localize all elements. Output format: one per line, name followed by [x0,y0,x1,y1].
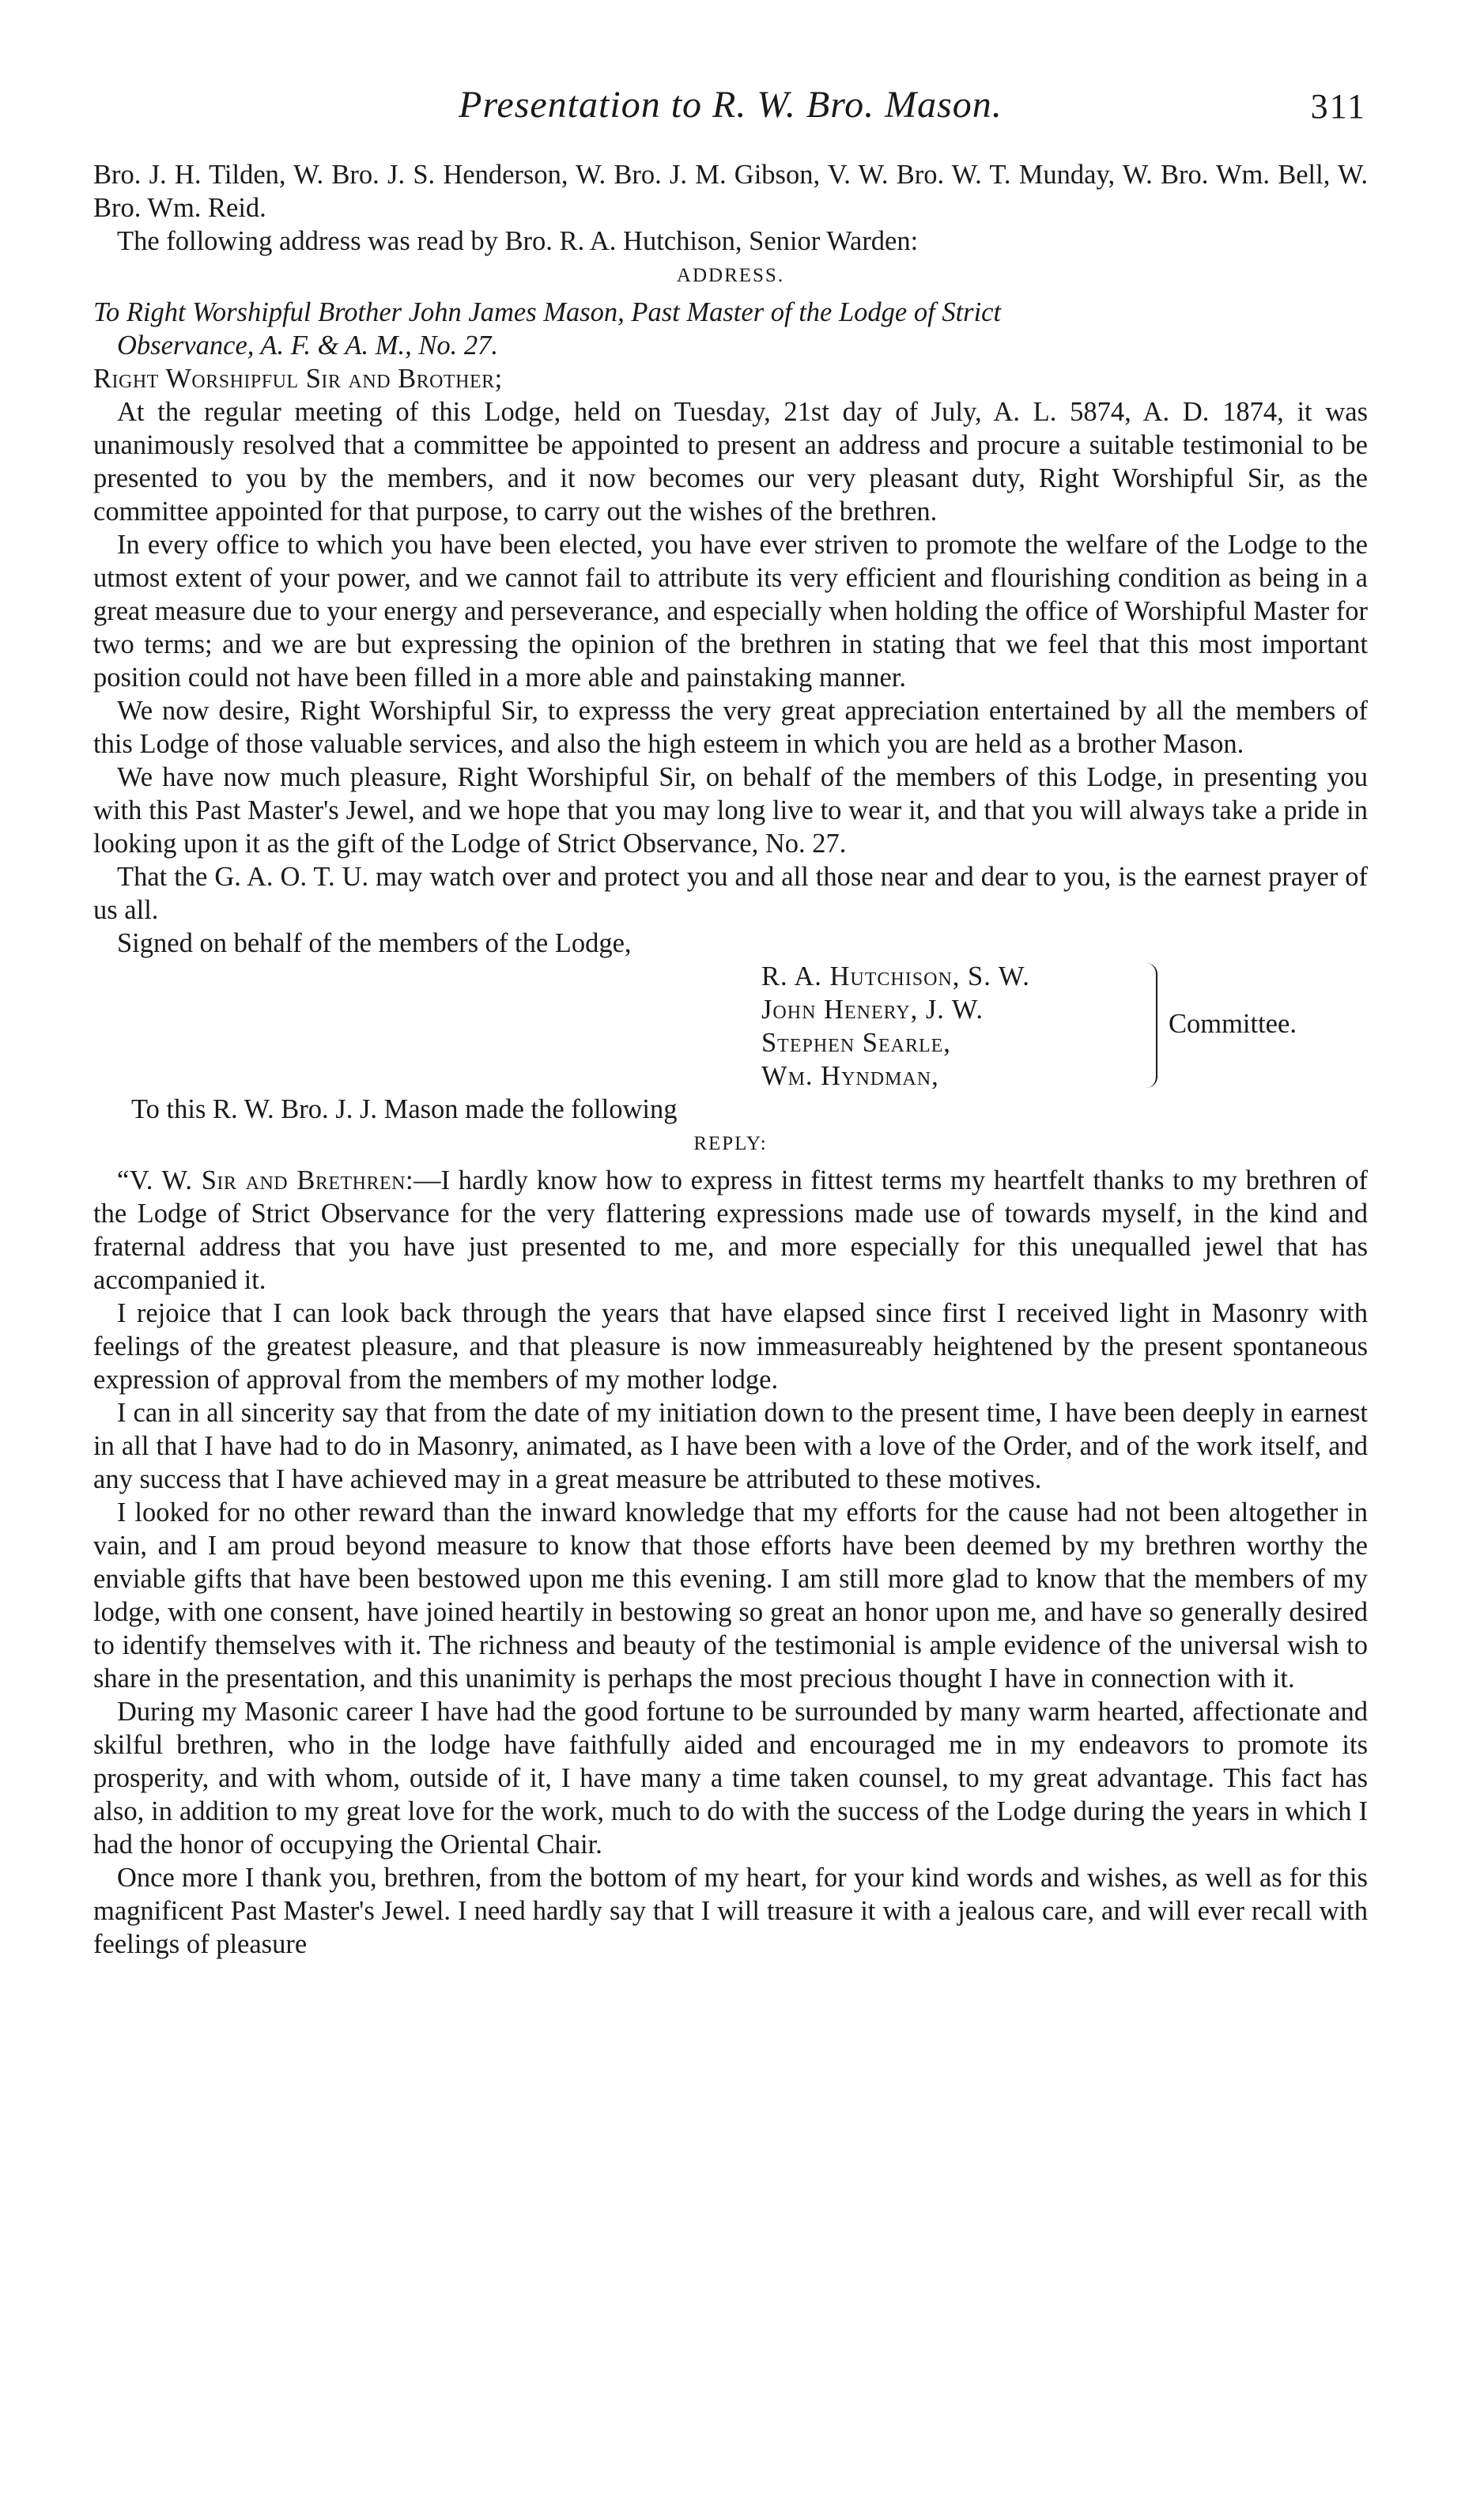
reply-paragraph: I rejoice that I can look back through the years that have elapsed since first I received light in Masonry with feelings of the greatest pleasure, and that pleasure is now immeasureably heightened by the present spontaneous expression of approval from the members of my mother lodge. [93,1298,1368,1395]
reply-paragraph [93,1164,1368,1297]
signatory-list [761,960,1172,1093]
committee-label: Committee. [1169,1009,1297,1039]
address-paragraph: We now desire, Right Worshipful Sir, to expresss the very great appreciation entertained by all the members of this Lodge of those valuable services, and also the high esteem in which you are held as a brother Mason. [93,696,1368,759]
signature-block [93,960,1368,1093]
address-salutation-line2: Observance, A. F. & A. M., No. 27. [117,330,499,361]
signatory-name: Wm. Hyndman, [761,1061,939,1091]
reply-paragraph: I looked for no other reward than the inward knowledge that my efforts for the cause had not been altogether in vain, and I am proud beyond measure to know that those efforts have been deemed by my brethren worthy the enviable gifts that have been bestowed upon me this evening. I am still more glad to know that the members of my lodge, with one consent, have joined heartily in bestowing so great an honor upon me, and have so generally desired to identify themselves with it. The richness and beauty of the testimonial is ample evidence of the universal wish to share in the presentation, and this unanimity is perhaps the most precious thought I have in connection with it. [93,1497,1368,1694]
address-heading: ADDRESS. [676,265,785,286]
reply-heading: REPLY: [693,1133,768,1154]
address-salutation-line1: To Right Worshipful Brother John James Mason, Past Master of the Lodge of Strict [93,297,1002,327]
running-title: Presentation to R. W. Bro. Mason. [459,84,1003,126]
signatory-name: Stephen Searle, [761,1028,951,1058]
page-number: 311 [1310,87,1366,126]
reply-paragraph: Once more I thank you, brethren, from the bottom of my heart, for your kind words and wishes, as well as for this magnificent Past Master's Jewel. I need hardly say that I will treasure it with a jealous care, and will ever recall with feelings of pleasure [93,1863,1368,1959]
address-opening: Right Worshipful Sir and Brother; [93,364,503,394]
address-paragraph: We have now much pleasure, Right Worshipful Sir, on behalf of the members of this Lodge, in presenting you with this Past Master's Jewel, and we hope that you may long live to wear it, and that you will always take a pride in looking upon it as the gift of the Lodge of Strict Observance, No. 27. [93,762,1368,859]
signatory-name: R. A. Hutchison, S. W. [761,961,1030,991]
reply-opening: “V. W. Sir and Brethren: [117,1165,414,1195]
reply-paragraph-text: —I hardly know how to express in fittest terms my heartfelt thanks to my brethren of the Lodge of Strict Observance for the very flattering expressions made use of towards myself, in the kind and fraternal address that you have just presented to me, and more especially for this unequalled jewel that has accompanied it. [93,1165,1368,1295]
attendees-line: Bro. J. H. Tilden, W. Bro. J. S. Henderson, W. Bro. J. M. Gibson, V. W. Bro. W. T. Munday, W. Bro. Wm. Bell, W. Bro. Wm. Reid. [93,160,1368,223]
address-paragraph: That the G. A. O. T. U. may watch over and protect you and all those near and dear to you, is the earnest prayer of us all. [93,862,1368,925]
brace-bracket [1145,963,1157,1088]
address-paragraph: At the regular meeting of this Lodge, held on Tuesday, 21st day of July, A. L. 5874, A. D. 1874, it was unanimously resolved that a committee be appointed to present an address and procure a suitable testimonial to be presented to you by the members, and it now becomes our very pleasant duty, Right Worshipful Sir, as the committee appointed for that purpose, to carry out the wishes of the brethren. [93,397,1368,527]
address-paragraph: In every office to which you have been elected, you have ever striven to promote the welfare of the Lodge to the utmost extent of your power, and we cannot fail to attribute its very efficient and flourishing condition as being in a great measure due to your energy and perseverance, and especially when holding the office of Worshipful Master for two terms; and we are but expressing the opinion of the brethren in stating that we feel that this most important position could not have been filled in a more able and painstaking manner. [93,530,1368,693]
signatory-name: John Henery, J. W. [761,995,984,1025]
running-header [93,84,1368,138]
reply-paragraph: I can in all sincerity say that from the date of my initiation down to the present time, I have been deeply in earnest in all that I have had to do in Masonry, animated, as I have been with a love of the Order, and of the work itself, and any success that I have achieved may in a great measure be attributed to these motives. [93,1398,1368,1494]
address-read-line: The following address was read by Bro. R. A. Hutchison, Senior Warden: [117,226,919,256]
address-signed-line: Signed on behalf of the members of the Lodge, [117,928,632,958]
reply-lead-in: To this R. W. Bro. J. J. Mason made the following [131,1094,678,1124]
reply-paragraph: During my Masonic career I have had the good fortune to be surrounded by many warm hearted, affectionate and skilful brethren, who in the lodge have faithfully aided and encouraged me in my endeavors to promote its prosperity, and with whom, outside of it, I have many a time taken counsel, to my great advantage. This fact has also, in addition to my great love for the work, much to do with the success of the Lodge during the years in which I had the honor of occupying the Oriental Chair. [93,1697,1368,1860]
document-page [93,84,1368,1961]
